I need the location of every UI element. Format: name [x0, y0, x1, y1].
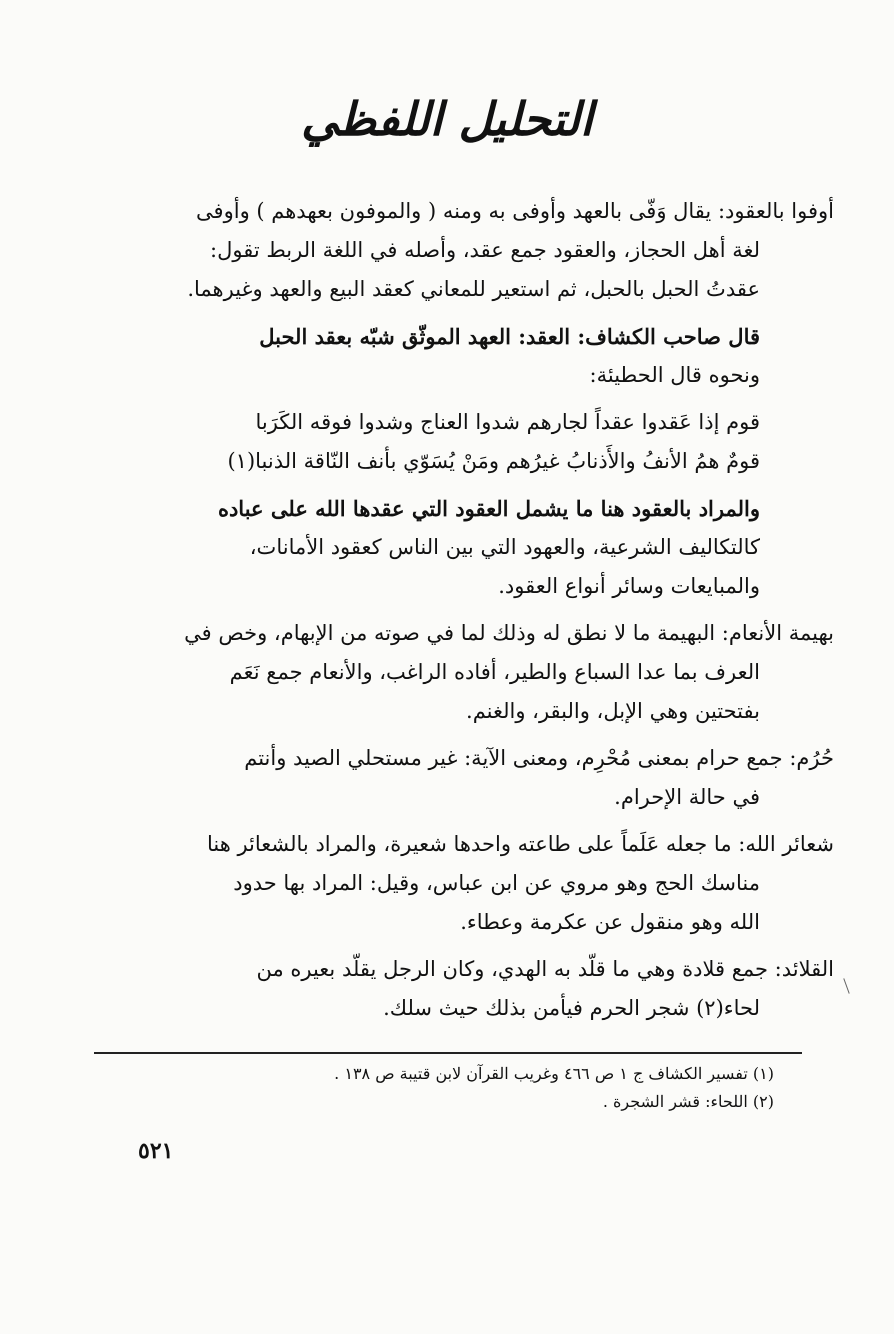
text-line: قال صاحب الكشاف: العقد: العهد الموثّق شبّه بعقد الحبل [259, 324, 760, 349]
text-line: حُرُم: جمع حرام بمعنى مُحْرِم، ومعنى الآية: غير مستحلي الصيد وأنتم [244, 746, 834, 770]
text-line: ونحوه قال الحطيئة: [589, 363, 760, 387]
text-line: لحاء(٢) شجر الحرم فيأمن بذلك حيث سلك. [383, 996, 760, 1020]
text-body [140, 192, 834, 1036]
text-line: بهيمة الأنعام: البهيمة ما لا نطق له وذلك لما في صوته من الإبهام، وخص في [184, 621, 834, 645]
entry-awfu-bil-uqud [140, 192, 834, 309]
text-line: العرف بما عدا السباع والطير، أفاده الراغب، والأنعام جمع نَعَم [229, 660, 760, 684]
text-line: كالتكاليف الشرعية، والعهود التي بين الناس كعقود الأمانات، [249, 535, 760, 559]
text-line: مناسك الحج وهو مروي عن ابن عباس، وقيل: المراد بها حدود [233, 871, 760, 895]
text-line: والمراد بالعقود هنا ما يشمل العقود التي عقدها الله على عباده [217, 496, 760, 521]
entry-poem-verses [140, 403, 834, 481]
text-line: بفتحتين وهي الإبل، والبقر، والغنم. [466, 699, 760, 723]
footnote-2: (٢) اللحاء: قشر الشجرة . [602, 1092, 774, 1111]
page-heading: التحليل اللفظي [301, 92, 593, 146]
text-line: عقدتُ الحبل بالحبل، ثم استعير للمعاني كعقد البيع والعهد وغيرهما. [187, 277, 760, 301]
entry-hurum [140, 739, 834, 817]
margin-mark [843, 978, 849, 993]
text-line: أوفوا بالعقود: يقال وَفّى بالعهد وأوفى به ومنه ( والموفون بعهدهم ) وأوفى [196, 199, 834, 223]
text-line: القلائد: جمع قلادة وهي ما قلّد به الهدي، وكان الرجل يقلّد بعيره من [256, 957, 834, 981]
page-number: ٥٢١ [138, 1138, 174, 1164]
text-line: لغة أهل الحجاز، والعقود جمع عقد، وأصله في اللغة الربط تقول: [210, 238, 760, 262]
poem-verse: قوم إذا عَقدوا عقداً لجارهم شدوا العناج وشدوا فوقه الكَرَبا [255, 410, 760, 434]
poem-verse: قومٌ همُ الأنفُ والأَذنابُ غيرُهم ومَنْ يُسَوّي بأنف النّاقة الذنبا(١) [227, 449, 760, 473]
text-line: شعائر الله: ما جعله عَلَماً على طاعته واحدها شعيرة، والمراد بالشعائر هنا [206, 832, 834, 856]
entry-kashshaf-quote [140, 317, 834, 395]
text-line: والمبايعات وسائر أنواع العقود. [498, 574, 760, 598]
footnote-divider [94, 1052, 802, 1054]
footnotes [134, 1060, 774, 1116]
footnote-1: (١) تفسير الكشاف ج ١ ص ٤٦٦ وغريب القرآن لابن قتيبة ص ١٣٨ . [334, 1064, 774, 1083]
entry-al-qalaid [140, 950, 834, 1028]
text-line: في حالة الإحرام. [614, 785, 760, 809]
text-line: الله وهو منقول عن عكرمة وعطاء. [460, 910, 760, 934]
entry-shaair-allah [140, 825, 834, 942]
entry-meaning-of-uqud [140, 489, 834, 606]
entry-bahimat-al-anam [140, 614, 834, 731]
